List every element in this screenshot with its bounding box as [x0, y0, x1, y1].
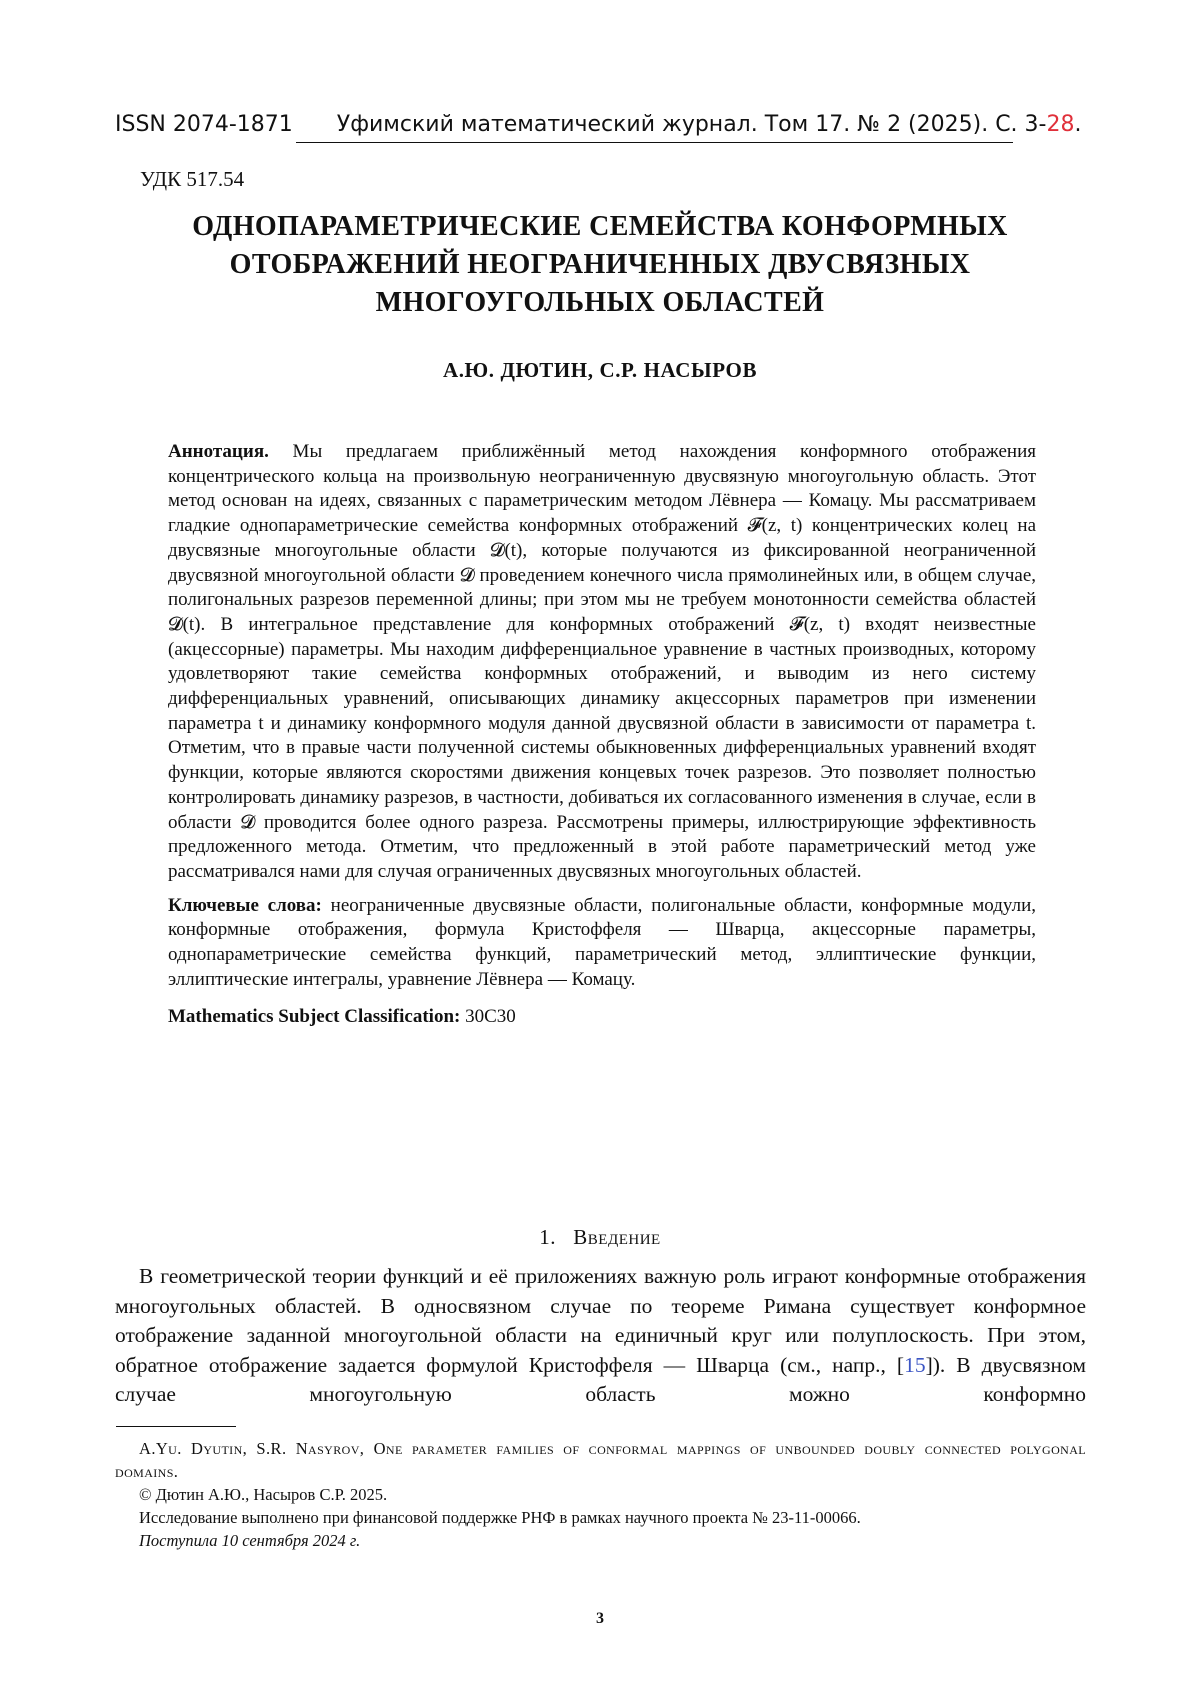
header-underline: [296, 142, 1013, 143]
abstract-block: [168, 440, 1036, 1030]
paper-title: [110, 208, 1090, 322]
abstract-text: Мы предлагаем приближённый метод нахождения конформного отображения концентрического кольца на произвольную неограниченную двусвязную многоугольную область. Этот метод основан на идеях, связанных с параметрическим методом Лёвнера — Комацу. Мы рассматриваем гладкие однопараметрические семейства конформных отображений 𝓕(z, t) концентрических колец на двусвязные многоугольные области 𝓓(t), которые получаются из фиксированной неограниченной двусвязной многоугольной области 𝓓 проведением конечного числа прямолинейных или, в общем случае, полигональных разрезов переменной длины; при этом мы не требуем монотонности семейства областей 𝓓(t). В интегральное представление для конформных отображений 𝓕(z, t) входят неизвестные (акцессорные) параметры. Мы находим дифференциальное уравнение в частных производных, которому удовлетворяют такие семейства конформных отображений, и выводим из него систему дифференциальных уравнений, описывающих динамику акцессорных параметров при изменении параметра t и динамику конформного модуля данной двусвязной области в зависимости от параметра t. Отметим, что в правые части полученной системы обыкновенных дифференциальных уравнений входят функции, которые являются скоростями движения концевых точек разрезов. Это позволяет полностью контролировать динамику разрезов, в частности, добиваться их согласованного изменения в случае, если в области 𝓓 проводится более одного разреза. Рассмотрены примеры, иллюстрирующие эффективность предложенного метода. Отметим, что предложенный в этой работе параметрический метод уже рассматривался нами для случая ограниченных двусвязных многоугольных областей.: [168, 441, 1036, 882]
title-line: ОТОБРАЖЕНИЙ НЕОГРАНИЧЕННЫХ ДВУСВЯЗНЫХ: [229, 249, 971, 280]
abstract-label: Аннотация.: [168, 441, 269, 462]
abstract: [168, 440, 1036, 885]
footnote-rule: [116, 1426, 236, 1427]
footnotes: [115, 1437, 1086, 1552]
funding-footnote: Исследование выполнено при финансовой поддержке РНФ в рамках научного проекта № 23-11-00066.: [139, 1508, 861, 1527]
last-page-link[interactable]: 28: [1046, 112, 1075, 137]
body-text: В геометрической теории функций и её приложениях важную роль играют конформные отображения многоугольных областей. В односвязном случае по теореме Римана существует конформное отображение заданной многоугольной области на единичный круг или полуплоскость. При этом, обратное отображение задается формулой Кристоффеля — Шварца (см., напр., [15]). В двусвязном случае многоугольную область можно конформно: [115, 1264, 1086, 1407]
page-number: 3: [596, 1610, 604, 1627]
msc-classification: [168, 1005, 1036, 1030]
citation-link[interactable]: 15: [904, 1352, 926, 1377]
msc-label: Mathematics Subject Classification:: [168, 1006, 461, 1028]
received-date: Поступила 10 сентября 2024 г.: [139, 1531, 361, 1550]
copyright-footnote: © Дютин А.Ю., Насыров С.Р. 2025.: [139, 1485, 388, 1504]
msc-value: 30C30: [465, 1006, 516, 1028]
section-number: 1.: [539, 1225, 557, 1249]
udk-code: УДК 517.54: [140, 167, 245, 191]
keywords-text: неограниченные двусвязные области, полигональные области, конформные модули, конформные отображения, формула Кристоффеля — Шварца, акцессорные параметры, однопараметрические семейства функций, параметрический метод, эллиптические функции, эллиптические интегралы, уравнение Лёвнера — Комацу.: [168, 894, 1036, 990]
english-title-footnote: A.Yu. Dyutin, S.R. Nasyrov, One parameter families of conformal mappings of unbounded doubly connected polygonal domains.: [115, 1439, 1086, 1481]
keywords-label: Ключевые слова:: [168, 894, 322, 916]
keywords: [168, 894, 1036, 993]
intro-paragraph: [115, 1262, 1086, 1410]
section-title: Введение: [573, 1225, 661, 1249]
title-line: МНОГОУГОЛЬНЫХ ОБЛАСТЕЙ: [375, 287, 825, 318]
journal-citation: Уфимский математический журнал. Том 17. № 2 (2025). С. 3-: [336, 112, 1047, 137]
issn: ISSN 2074-1871: [115, 112, 293, 137]
running-header: ISSN 2074-1871 Уфимский математический журнал. Том 17. № 2 (2025). С. 3-28.: [115, 112, 1082, 137]
section-heading: [110, 1225, 1090, 1250]
title-line: ОДНОПАРАМЕТРИЧЕСКИЕ СЕМЕЙСТВА КОНФОРМНЫХ: [192, 211, 1008, 242]
authors: А.Ю. ДЮТИН, С.Р. НАСЫРОВ: [442, 358, 758, 382]
